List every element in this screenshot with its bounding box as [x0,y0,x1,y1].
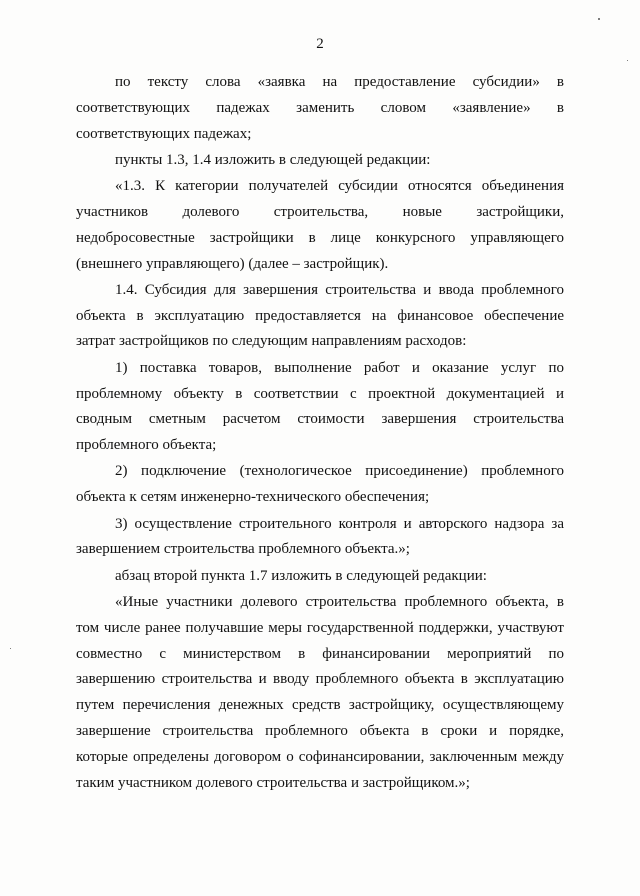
text-line: недобросовестные застройщики в лице конкурсного управляющего [76,229,564,246]
text-line: по тексту слова «заявка на предоставление субсидии» в [115,74,564,90]
text-line: объекта к сетям инженерно-технического обеспечения; [76,489,430,506]
text-line: завершение строительства проблемного объекта в сроки и порядке, [76,722,564,739]
text-line: соответствующих падежах; [76,125,252,142]
text-line: том числе ранее получавшие меры государственной поддержки, участвуют [76,619,564,636]
text-line: завершению строительства и вводу проблемного объекта в эксплуатацию [76,671,564,688]
paragraph-2 [76,148,564,174]
paragraph-3 [76,174,564,277]
text-line: объекта в эксплуатацию предоставляется на финансовое обеспечение [76,307,564,324]
text-line: 3) осуществление строительного контроля и авторского надзора за [115,515,564,532]
paragraph-8 [76,564,564,590]
text-line: соответствующих падежах заменить словом «заявление» в [76,99,564,116]
paragraph-1 [76,70,564,147]
text-line: пункты 1.3, 1.4 изложить в следующей редакции: [115,151,431,168]
text-line: проблемному объекту в соответствии с проектной документацией и [76,385,564,402]
text-line: затрат застройщиков по следующим направлениям расходов: [76,333,467,350]
text-line: проблемного объекта; [76,437,217,454]
page-number: 2 [316,36,324,52]
text-line: совместно с министерством в финансировании мероприятий по [76,645,564,662]
text-line: таким участником долевого строительства и застройщиком.»; [76,774,470,791]
text-line: 2) подключение (технологическое присоединение) проблемного [115,463,564,480]
text-line: 1.4. Субсидия для завершения строительства и ввода проблемного [115,281,564,298]
text-line: 1) поставка товаров, выполнение работ и оказание услуг по [115,359,564,376]
text-line: которые определены договором о софинансировании, заключенным между [76,748,564,765]
text-line: сводным сметным расчетом стоимости завершения строительства [76,411,564,428]
paragraph-5 [76,356,564,459]
paragraph-4 [76,278,564,355]
scan-speck [627,60,628,61]
scan-speck [10,648,11,649]
document-body [76,70,564,796]
text-line: (внешнего управляющего) (далее – застройщик). [76,255,389,272]
text-line: «Иные участники долевого строительства проблемного объекта, в [115,593,564,610]
text-line: абзац второй пункта 1.7 изложить в следующей редакции: [115,567,487,584]
paragraph-9 [76,590,564,796]
text-line: завершением строительства проблемного объекта.»; [76,541,410,558]
text-line: участников долевого строительства, новые застройщики, [76,203,564,220]
text-line: «1.3. К категории получателей субсидии относятся объединения [115,178,564,195]
paragraph-7 [76,512,564,564]
scan-speck [598,18,600,20]
text-line: путем перечисления денежных средств застройщику, осуществляющему [76,697,564,714]
paragraph-6 [76,459,564,511]
